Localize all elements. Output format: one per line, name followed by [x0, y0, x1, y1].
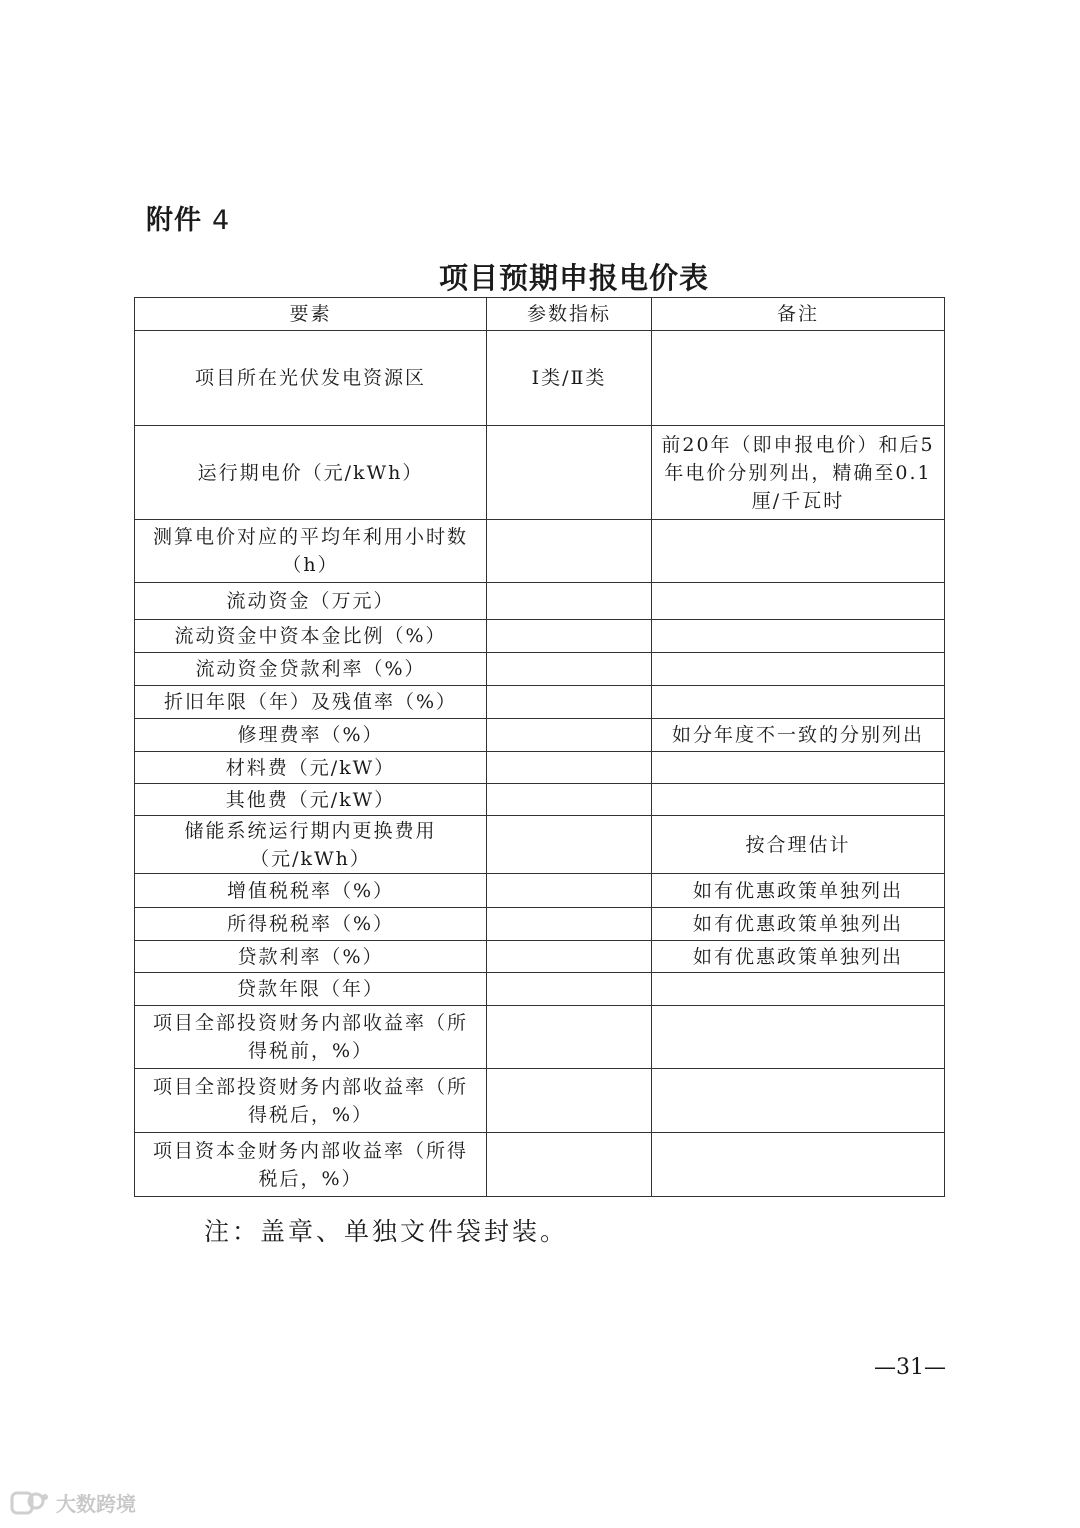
param-cell: [487, 1069, 652, 1133]
remark-cell: [652, 620, 945, 653]
table-row: [135, 620, 945, 653]
remark-cell: [652, 331, 945, 426]
param-cell: [487, 973, 652, 1006]
element-cell: 运行期电价（元/kWh）: [135, 426, 487, 520]
remark-cell: [652, 583, 945, 620]
element-cell: 项目资本金财务内部收益率（所得税后，%）: [135, 1133, 487, 1197]
remark-cell: [652, 1006, 945, 1069]
element-cell: 流动资金中资本金比例（%）: [135, 620, 487, 653]
remark-cell: [652, 653, 945, 686]
element-cell: 项目所在光伏发电资源区: [135, 331, 487, 426]
remark-cell: 如分年度不一致的分别列出: [652, 719, 945, 752]
param-cell: [487, 1133, 652, 1197]
remark-cell: [652, 520, 945, 583]
param-cell: [487, 520, 652, 583]
remark-cell: 按合理估计: [652, 816, 945, 874]
param-cell: [487, 620, 652, 653]
table-row: [135, 816, 945, 874]
remark-cell: [652, 686, 945, 719]
table-row: [135, 784, 945, 816]
header-cell: 要素: [135, 298, 487, 331]
table-row: [135, 752, 945, 784]
remark-cell: 如有优惠政策单独列出: [652, 908, 945, 941]
table-row: [135, 719, 945, 752]
table-row: [135, 331, 945, 426]
table-row: [135, 973, 945, 1006]
watermark: [10, 1488, 136, 1517]
element-cell: 储能系统运行期内更换费用（元/kWh）: [135, 816, 487, 874]
param-cell: [487, 908, 652, 941]
watermark-text: 大数跨境: [56, 1492, 136, 1516]
remark-cell: 如有优惠政策单独列出: [652, 941, 945, 973]
table-row: [135, 941, 945, 973]
element-cell: 流动资金（万元）: [135, 583, 487, 620]
param-cell: [487, 816, 652, 874]
table-row: [135, 583, 945, 620]
param-cell: [487, 686, 652, 719]
element-cell: 其他费（元/kW）: [135, 784, 487, 816]
price-table: [134, 297, 945, 1197]
param-cell: [487, 583, 652, 620]
attachment-word: 附件: [146, 205, 202, 236]
element-cell: 修理费率（%）: [135, 719, 487, 752]
param-cell: [487, 874, 652, 908]
table-row: [135, 653, 945, 686]
table-row: [135, 520, 945, 583]
element-cell: 项目全部投资财务内部收益率（所得税后，%）: [135, 1069, 487, 1133]
page-title: 项目预期申报电价表: [438, 261, 709, 295]
table-row: [135, 1006, 945, 1069]
element-cell: 测算电价对应的平均年利用小时数（h）: [135, 520, 487, 583]
remark-cell: [652, 784, 945, 816]
param-cell: [487, 719, 652, 752]
element-cell: 贷款年限（年）: [135, 973, 487, 1006]
param-cell: Ⅰ类/Ⅱ类: [487, 331, 652, 426]
element-cell: 材料费（元/kW）: [135, 752, 487, 784]
element-cell: 折旧年限（年）及残值率（%）: [135, 686, 487, 719]
remark-cell: 前20年（即申报电价）和后5年电价分别列出，精确至0.1厘/千瓦时: [652, 426, 945, 520]
table-row: [135, 874, 945, 908]
header-cell: 备注: [652, 298, 945, 331]
remark-cell: [652, 1133, 945, 1197]
element-cell: 项目全部投资财务内部收益率（所得税前，%）: [135, 1006, 487, 1069]
table-row: [135, 686, 945, 719]
attachment-label: [146, 198, 230, 237]
remark-cell: 如有优惠政策单独列出: [652, 874, 945, 908]
element-cell: 流动资金贷款利率（%）: [135, 653, 487, 686]
table-row: [135, 1069, 945, 1133]
table-row: [135, 426, 945, 520]
table-row: [135, 1133, 945, 1197]
param-cell: [487, 941, 652, 973]
param-cell: [487, 653, 652, 686]
element-cell: 增值税税率（%）: [135, 874, 487, 908]
page-number: —31—: [874, 1355, 946, 1380]
watermark-logo-icon: [10, 1490, 50, 1516]
table-row: [135, 908, 945, 941]
param-cell: [487, 426, 652, 520]
element-cell: 贷款利率（%）: [135, 941, 487, 973]
footnote: 注：盖章、单独文件袋封装。: [204, 1217, 569, 1246]
param-cell: [487, 1006, 652, 1069]
attachment-number: 4: [212, 205, 231, 236]
element-cell: 所得税税率（%）: [135, 908, 487, 941]
remark-cell: [652, 752, 945, 784]
param-cell: [487, 752, 652, 784]
remark-cell: [652, 973, 945, 1006]
remark-cell: [652, 1069, 945, 1133]
param-cell: [487, 784, 652, 816]
header-cell: 参数指标: [487, 298, 652, 331]
table-header-row: [135, 298, 945, 331]
